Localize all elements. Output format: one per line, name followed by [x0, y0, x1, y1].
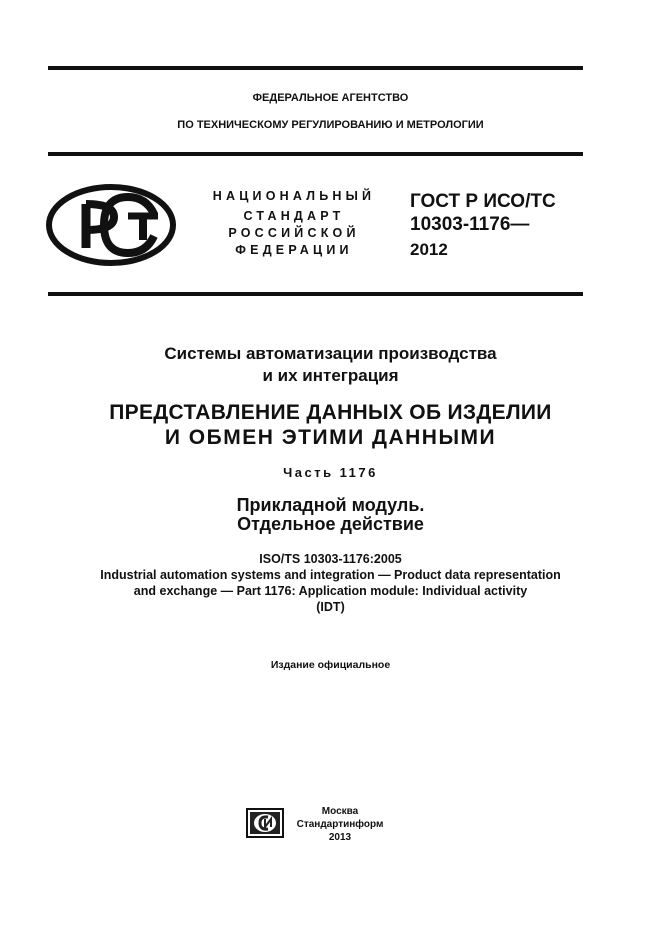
iso-idt: (IDT)	[316, 600, 345, 614]
designation-rule	[48, 292, 583, 296]
agency-line-1: ФЕДЕРАЛЬНОЕ АГЕНТСТВО	[252, 92, 409, 104]
national-standard-line-4: ФЕДЕРАЦИИ	[235, 243, 353, 257]
iso-title-line-1: Industrial automation systems and integration — Product data representation	[100, 568, 561, 582]
edition-label: Издание официальное	[270, 659, 391, 671]
designation-line-1: ГОСТ Р ИСО/ТС	[410, 191, 556, 212]
publisher-year: 2013	[328, 832, 352, 843]
subtitle-line-1: Прикладной модуль.	[236, 495, 425, 515]
national-standard-line-1: НАЦИОНАЛЬНЫЙ	[212, 189, 376, 203]
series-title-line-2: и их интеграция	[262, 366, 399, 385]
iso-title-line-2: and exchange — Part 1176: Application module: Individual activity	[133, 584, 528, 598]
agency-line-2: ПО ТЕХНИЧЕСКОМУ РЕГУЛИРОВАНИЮ И МЕТРОЛОГИИ	[177, 119, 484, 131]
header-rule	[48, 152, 583, 156]
series-title-line-1: Системы автоматизации производства	[164, 344, 497, 363]
national-standard-line-2: СТАНДАРТ	[243, 209, 345, 223]
designation-line-3: 2012	[410, 240, 448, 259]
publisher-city: Москва	[321, 806, 359, 817]
designation-line-2: 10303-1176—	[410, 214, 530, 235]
main-title-line-2: И ОБМЕН ЭТИМИ ДАННЫМИ	[164, 426, 497, 449]
subtitle-line-2: Отдельное действие	[237, 514, 424, 534]
standartinform-logo-icon	[246, 808, 284, 838]
iso-code: ISO/TS 10303-1176:2005	[259, 552, 402, 566]
publisher-name: Стандартинформ	[296, 819, 384, 830]
top-rule	[48, 66, 583, 70]
rst-gost-logo-icon	[46, 184, 176, 266]
national-standard-line-3: РОССИЙСКОЙ	[228, 226, 360, 240]
main-title-line-1: ПРЕДСТАВЛЕНИЕ ДАННЫХ ОБ ИЗДЕЛИИ	[109, 401, 552, 424]
part-label: Часть 1176	[283, 465, 378, 480]
